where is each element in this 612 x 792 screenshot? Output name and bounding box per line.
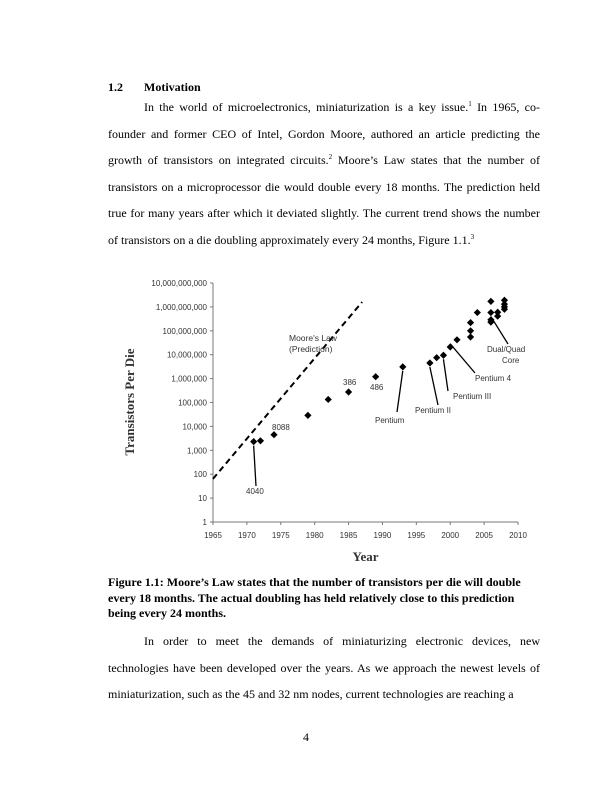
label-8088: 8088	[272, 423, 290, 432]
x-tick-label: 1975	[271, 531, 290, 540]
paragraph-1-sentence-2: In 1965, co-founder and former CEO of Intel, Gordon Moore, authored an article predicting the growth of transistors on integrated circuits.	[108, 100, 540, 168]
x-tick-label: 2005	[475, 531, 494, 540]
data-point-diamond	[501, 297, 508, 304]
paragraph-1-sentence-1: In the world of microelectronics, miniaturization is a key issue.	[144, 100, 469, 114]
y-tick-label: 1	[202, 518, 207, 527]
y-tick-label: 10,000	[182, 422, 207, 432]
label-4040: 4040	[246, 487, 264, 496]
data-point-diamond	[433, 354, 440, 361]
label-pentium-iii: Pentium III	[453, 392, 492, 401]
data-point-diamond	[372, 373, 379, 380]
y-tick-label: 10	[198, 494, 207, 504]
x-tick-label: 1990	[373, 531, 392, 540]
paragraph-2-text: In order to meet the demands of miniaturizing electronic devices, new technologies have been developed over the years. As we approach the newest levels of miniaturization, such as the 45 and 32 nm nodes, current technologies are reaching a	[108, 634, 540, 702]
annotation-leader-line	[397, 371, 403, 412]
footnote-ref-1[interactable]: 1	[468, 100, 472, 108]
x-tick-label: 1970	[237, 531, 256, 540]
page-number: 4	[303, 730, 309, 744]
y-tick-label: 1,000	[186, 446, 207, 456]
data-point-diamond	[487, 309, 494, 316]
data-point-diamond	[250, 438, 257, 445]
x-axis-title: Year	[352, 549, 379, 564]
x-tick-label: 2010	[509, 531, 527, 540]
section-number: 1.2	[108, 80, 123, 94]
x-ticks	[204, 522, 527, 540]
y-ticks	[151, 279, 213, 527]
y-tick-label: 1,000,000,000	[155, 302, 207, 312]
data-point-diamond	[270, 431, 277, 438]
x-tick-label: 1985	[339, 531, 358, 540]
annotation-leader-line	[443, 359, 448, 391]
data-point-diamond	[467, 333, 474, 340]
x-tick-label: 1965	[204, 531, 222, 540]
data-point-diamond	[487, 298, 494, 305]
data-point-diamond	[304, 412, 311, 419]
data-point-diamond	[447, 343, 454, 350]
y-axis-title: Transistors Per Die	[122, 348, 137, 456]
y-tick-label: 10,000,000	[166, 350, 207, 360]
y-tick-label: 1,000,000	[171, 374, 207, 384]
label-pentium: Pentium	[375, 416, 405, 425]
label-pentium-4: Pentium 4	[475, 374, 512, 383]
moores-law-prediction-line	[213, 302, 362, 479]
data-point-diamond	[257, 437, 264, 444]
data-point-diamond	[467, 327, 474, 334]
annotation-leader-line	[450, 344, 475, 373]
y-tick-label: 100	[193, 470, 207, 480]
x-tick-label: 1995	[407, 531, 426, 540]
footnote-ref-3[interactable]: 3	[470, 232, 475, 241]
data-point-diamond	[494, 309, 501, 316]
label-386: 386	[343, 378, 357, 387]
data-point-diamond	[426, 359, 433, 366]
data-point-diamond	[399, 363, 406, 370]
data-point-diamond	[453, 336, 460, 343]
label-486: 486	[370, 383, 384, 392]
label-moores-law: Moore's Law	[289, 333, 337, 343]
y-tick-label: 100,000	[178, 398, 207, 408]
data-point-diamond	[474, 309, 481, 316]
data-point-diamond	[345, 388, 352, 395]
y-tick-label: 100,000,000	[162, 326, 207, 336]
label-pentium-ii: Pentium II	[415, 406, 452, 415]
footnote-ref-2[interactable]: 2	[328, 153, 333, 162]
x-tick-label: 2000	[441, 531, 460, 540]
y-tick-label: 10,000,000,000	[151, 279, 207, 288]
label-prediction: (Prediction)	[289, 344, 333, 354]
data-point-diamond	[440, 352, 447, 359]
x-tick-label: 1980	[305, 531, 324, 540]
paragraph-1-sentence-3: Moore’s Law states that the number of transistors on a microprocessor die would double every 18 months. The prediction held true for many years after which it deviated slightly. The current trend shows the number of transistors on a die doubling approximately every 24 months, Figure 1.1.	[108, 153, 540, 247]
annotation-leader-line	[254, 446, 256, 486]
label-core: Core	[502, 356, 520, 365]
data-point-diamond	[325, 396, 332, 403]
data-point-diamond	[467, 319, 474, 326]
annotation-leader-line	[430, 367, 438, 405]
label-dual-quad: Dual/Quad	[487, 345, 526, 354]
annotation-labels	[246, 333, 525, 496]
figure-caption: Figure 1.1: Moore’s Law states that the number of transistors per die will double every 18 months. The actual doubling has held relatively close to this prediction being every 24 months.	[108, 575, 521, 620]
paragraph-2	[108, 628, 540, 708]
section-title: Motivation	[144, 80, 201, 94]
